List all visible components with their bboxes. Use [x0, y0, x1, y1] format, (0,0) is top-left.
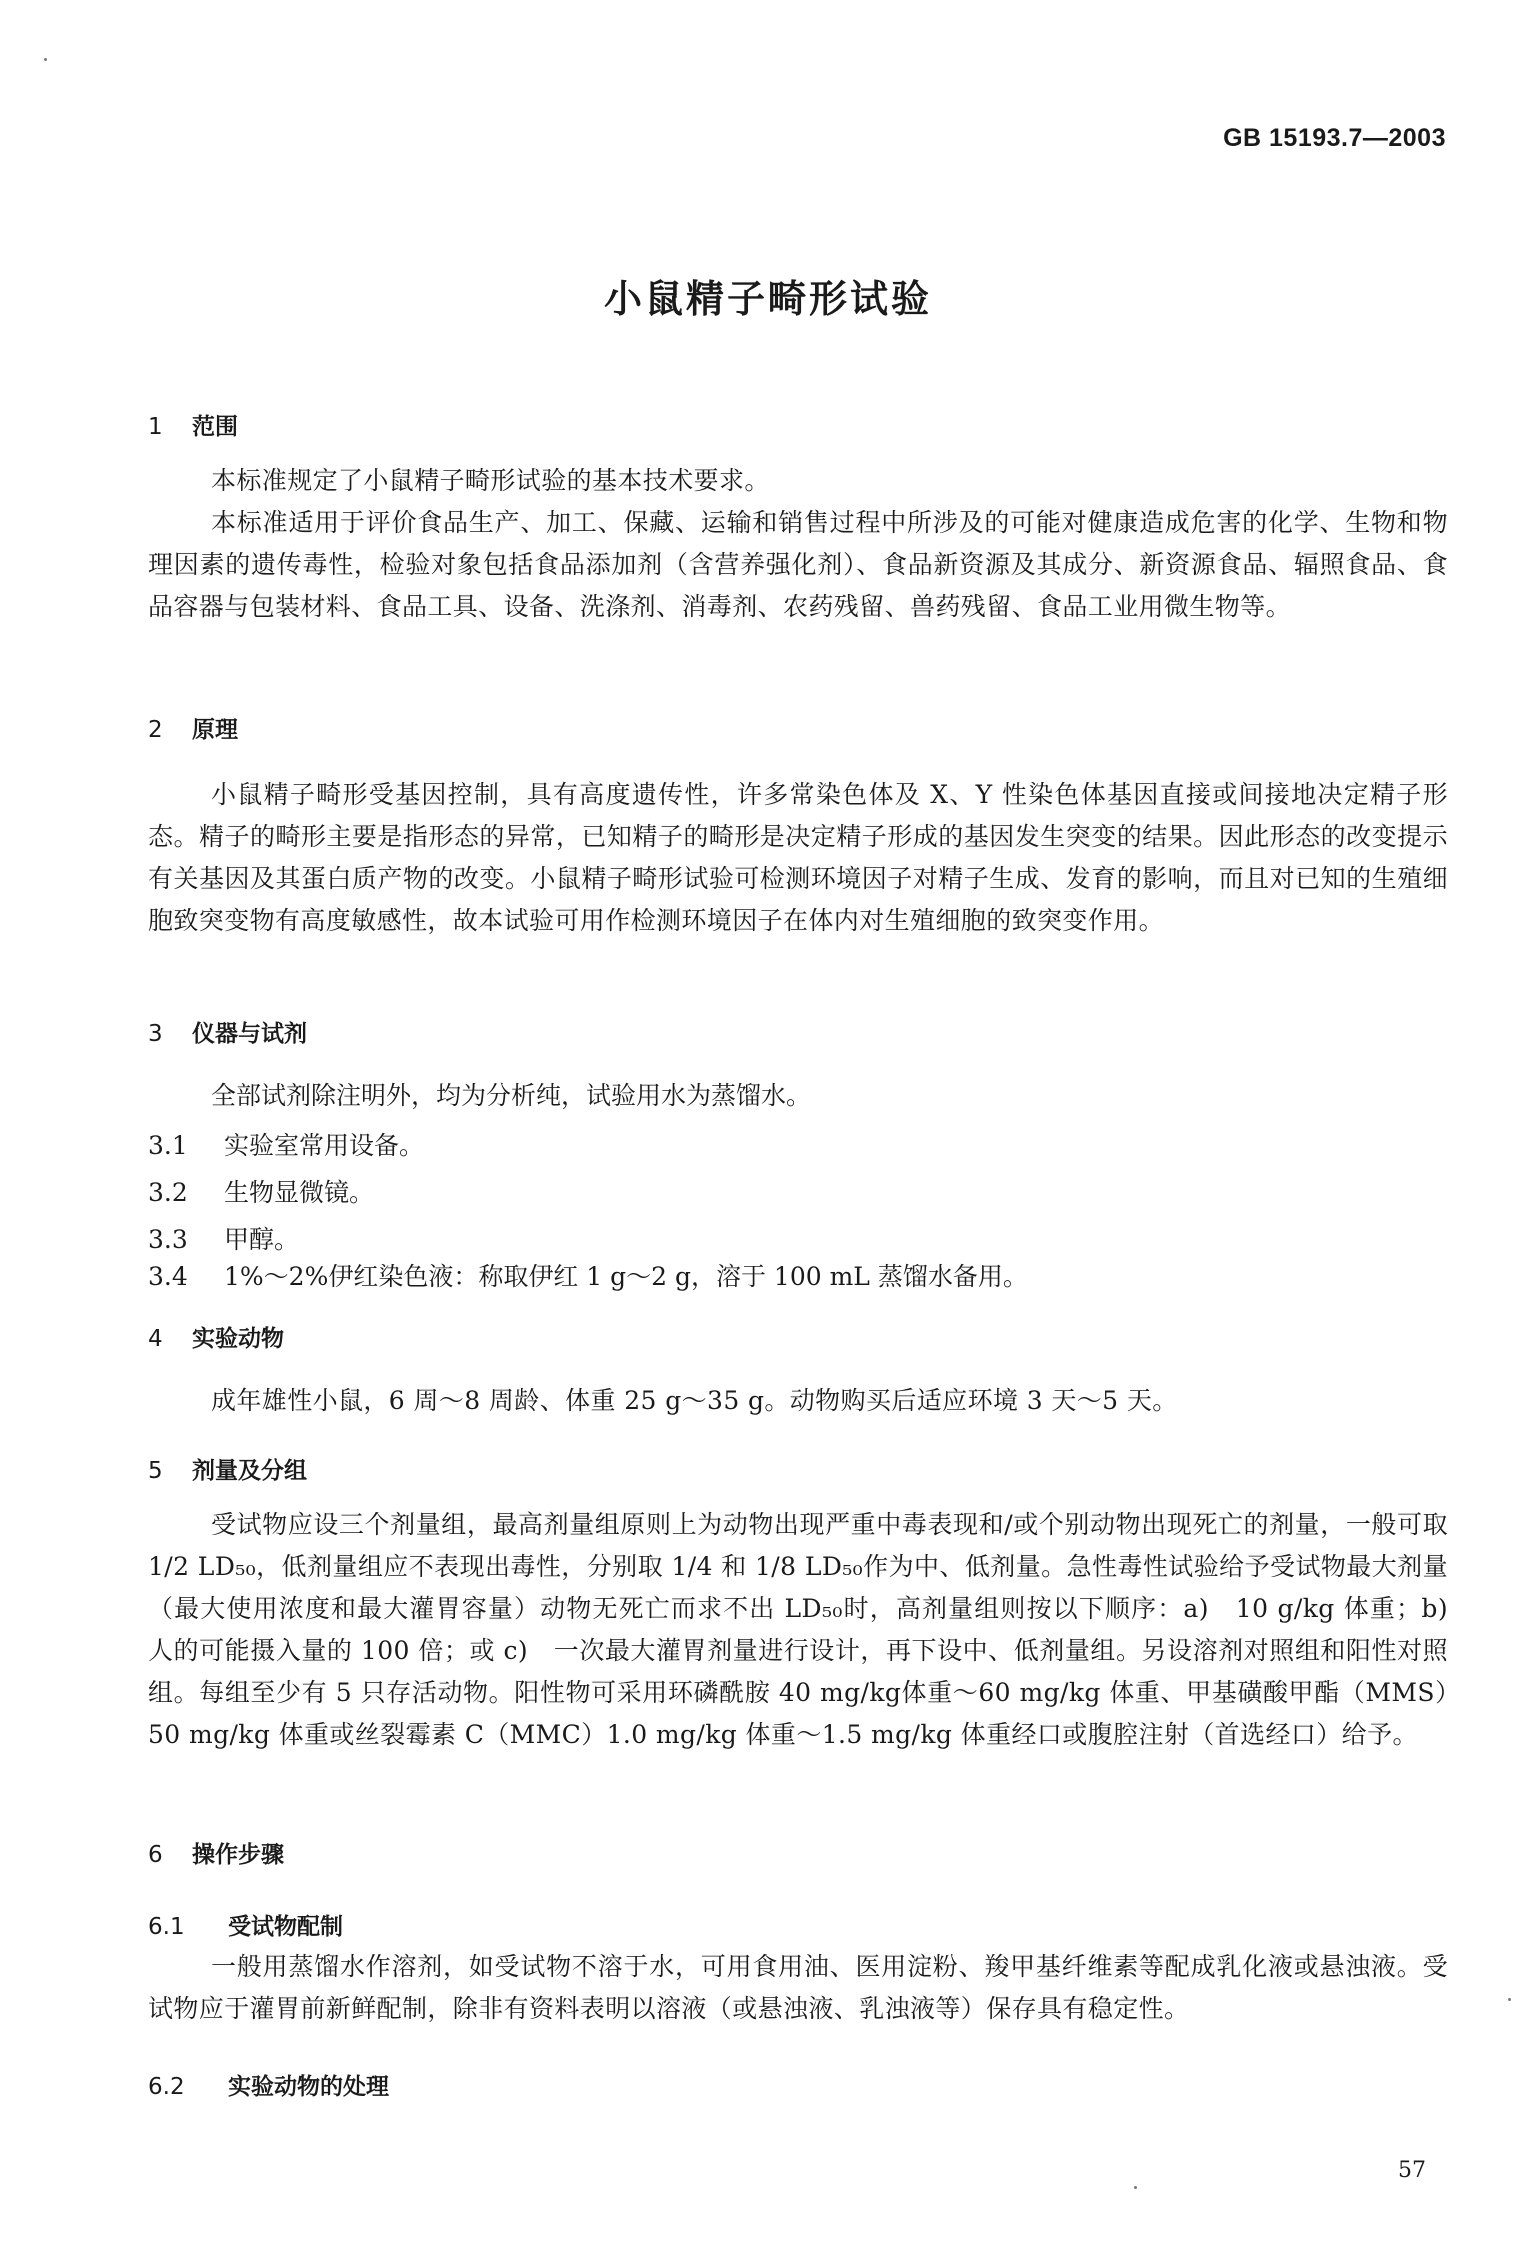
section-number: 3	[148, 1021, 163, 1047]
subsection-6-1-heading	[148, 1910, 343, 1944]
section-title: 范围	[192, 414, 238, 440]
paragraph: 受试物应设三个剂量组，最高剂量组原则上为动物出现严重中毒表现和/或个别动物出现死亡的剂量，一般可取 1/2 LD₅₀，低剂量组应不表现出毒性，分别取 1/4 和 1/8 LD₅₀作为中、低剂量。急性毒性试验给予受试物最大剂量（最大使用浓度和最大灌胃容量）动物无死亡而求不出 LD₅₀时，高剂量组则按以下顺序：a) 10 g/kg 体重；b) 人的可能摄入量的 100 倍；或 c) 一次最大灌胃剂量进行设计，再下设中、低剂量组。另设溶剂对照组和阳性对照组。每组至少有 5 只存活动物。阳性物可采用环磷酰胺 40 mg/kg体重～60 mg/kg 体重、甲基磺酸甲酯（MMS）50 mg/kg 体重或丝裂霉素 C（MMC）1.0 mg/kg 体重～1.5 mg/kg 体重经口或腹腔注射（首选经口）给予。	[148, 1510, 1474, 1749]
item-text: 生物显微镜。	[224, 1178, 375, 1207]
section-title: 原理	[192, 717, 238, 743]
scan-speck	[44, 58, 47, 61]
section-number: 1	[148, 414, 163, 440]
paragraph: 成年雄性小鼠，6 周～8 周龄、体重 25 g～35 g。动物购买后适应环境 3 天～5 天。	[211, 1386, 1178, 1415]
scan-speck	[1508, 1998, 1511, 2001]
section-title: 剂量及分组	[192, 1458, 307, 1484]
paragraph: 小鼠精子畸形受基因控制，具有高度遗传性，许多常染色体及 X、Y 性染色体基因直接或间接地决定精子形态。精子的畸形主要是指形态的异常，已知精子的畸形是决定精子形成的基因发生突变的结果。因此形态的改变提示有关基因及其蛋白质产物的改变。小鼠精子畸形试验可检测环境因子对精子生成、发育的影响，而且对已知的生殖细胞致突变物有高度敏感性，故本试验可用作检测环境因子在体内对生殖细胞的致突变作用。	[148, 780, 1448, 935]
section-title: 实验动物	[192, 1326, 284, 1352]
subsection-number: 6.2	[148, 2074, 185, 2100]
item-number: 3.1	[148, 1131, 188, 1160]
list-item	[148, 1129, 424, 1163]
section-2-heading	[148, 713, 238, 747]
item-number: 3.4	[148, 1262, 188, 1291]
section-number: 2	[148, 717, 163, 743]
item-number: 3.3	[148, 1225, 188, 1254]
list-item	[148, 1176, 374, 1210]
subsection-6-2-heading	[148, 2070, 389, 2104]
section-1-heading	[148, 410, 238, 444]
standard-code: GB 15193.7—2003	[1223, 124, 1446, 152]
section-number: 6	[148, 1842, 163, 1868]
paragraph: 一般用蒸馏水作溶剂，如受试物不溶于水，可用食用油、医用淀粉、羧甲基纤维素等配成乳化液或悬浊液。受试物应于灌胃前新鲜配制，除非有资料表明以溶液（或悬浊液、乳浊液等）保存具有稳定性。	[148, 1952, 1448, 2023]
section-3-heading	[148, 1017, 307, 1051]
section-4-heading	[148, 1322, 284, 1356]
document-title: 小鼠精子畸形试验	[603, 277, 932, 321]
item-text: 1%～2%伊红染色液：称取伊红 1 g～2 g，溶于 100 mL 蒸馏水备用。	[224, 1262, 1028, 1291]
scan-speck	[1134, 2186, 1137, 2189]
list-item	[148, 1260, 1028, 1294]
section-intro: 全部试剂除注明外，均为分析纯，试验用水为蒸馏水。	[211, 1081, 812, 1110]
page-number: 57	[1398, 2158, 1426, 2183]
section-number: 4	[148, 1326, 163, 1352]
section-title: 操作步骤	[192, 1842, 284, 1868]
section-6-heading	[148, 1838, 284, 1872]
subsection-title: 受试物配制	[228, 1914, 343, 1940]
section-5-heading	[148, 1454, 307, 1488]
paragraph: 本标准规定了小鼠精子畸形试验的基本技术要求。	[211, 466, 770, 495]
item-text: 甲醇。	[224, 1225, 300, 1254]
subsection-title: 实验动物的处理	[228, 2074, 389, 2100]
list-item	[148, 1223, 299, 1257]
item-text: 实验室常用设备。	[224, 1131, 425, 1160]
section-title: 仪器与试剂	[192, 1021, 307, 1047]
paragraph: 本标准适用于评价食品生产、加工、保藏、运输和销售过程中所涉及的可能对健康造成危害的化学、生物和物理因素的遗传毒性，检验对象包括食品添加剂（含营养强化剂）、食品新资源及其成分、新资源食品、辐照食品、食品容器与包装材料、食品工具、设备、洗涤剂、消毒剂、农药残留、兽药残留、食品工业用微生物等。	[148, 508, 1448, 621]
item-number: 3.2	[148, 1178, 188, 1207]
section-number: 5	[148, 1458, 163, 1484]
subsection-number: 6.1	[148, 1914, 185, 1940]
